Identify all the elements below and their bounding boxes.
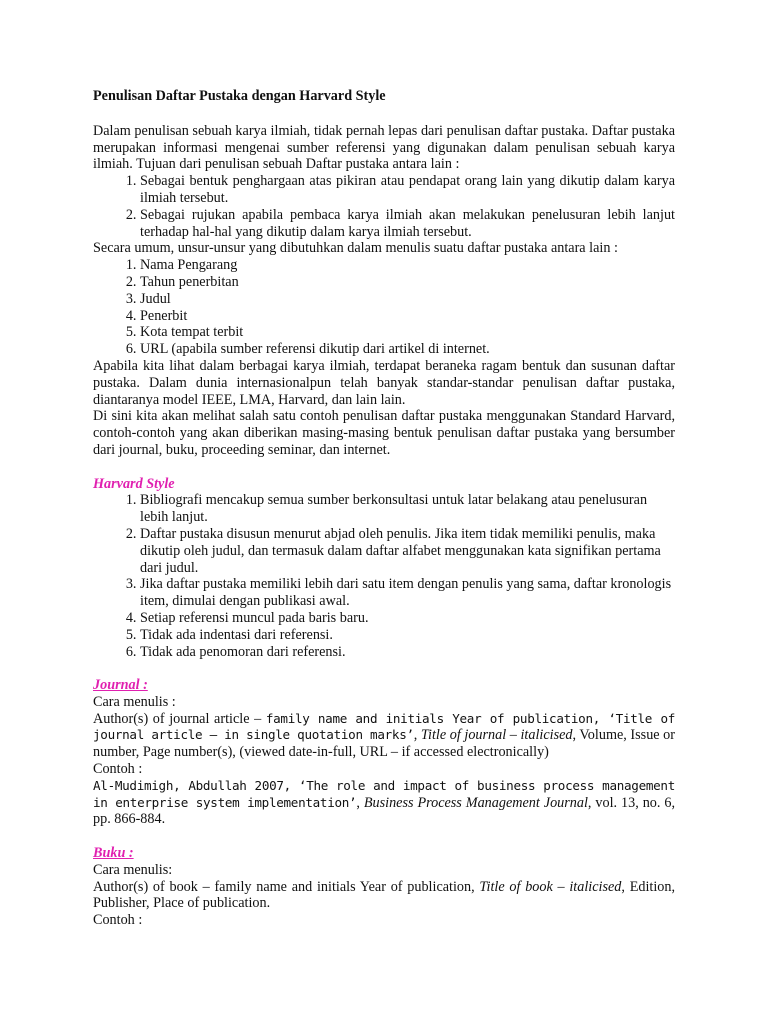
list-item: 4. Setiap referensi muncul pada baris baru.: [140, 610, 675, 627]
journal-example: [93, 778, 675, 828]
harvard-rules-list: [93, 492, 675, 660]
document-page: [93, 88, 675, 929]
journal-contoh-label: Contoh :: [93, 761, 143, 778]
journal-example-a: Al-Mudimigh, Abdullah 2007, ‘The role and impact of business process management in enterprise system implementation’: [93, 777, 675, 810]
journal-heading: Journal :: [93, 677, 148, 694]
elements-intro: Secara umum, unsur-unsur yang dibutuhkan dalam menulis suatu daftar pustaka antara lain :: [93, 240, 618, 257]
buku-format-b: Title of book – italicised: [479, 878, 622, 895]
paragraph-standards: Apabila kita lihat dalam berbagai karya ilmiah, terdapat beraneka ragam bentuk dan susunan daftar pustaka. Dalam dunia internasionalpun telah banyak standar-standar penulisan daftar pustaka, diantaranya model IEEE, LMA, Harvard, dan lain lain.: [93, 357, 675, 408]
list-item: 3. Judul: [140, 291, 675, 308]
buku-contoh-label: Contoh :: [93, 912, 143, 929]
journal-example-d: , vol. 13, no. 6, pp. 866-884.: [93, 794, 676, 828]
intro-paragraph: Dalam penulisan sebuah karya ilmiah, tidak pernah lepas dari penulisan daftar pustaka. Daftar pustaka merupakan informasi mengenai sumber referensi yang digunakan dalam penulisan sebuah karya ilmiah. Tujuan dari penulisan sebuah Daftar pustaka antara lain :: [93, 122, 675, 173]
buku-format: [93, 879, 675, 913]
buku-heading: Buku :: [93, 845, 134, 862]
journal-example-c: Business Process Management Journal: [363, 794, 588, 811]
list-item: 3. Jika daftar pustaka memiliki lebih dari satu item dengan penulis yang sama, daftar kronologis item, dimulai dengan publikasi awal.: [140, 576, 675, 610]
paragraph-harvard-intro: Di sini kita akan melihat salah satu contoh penulisan daftar pustaka menggunakan Standard Harvard, contoh-contoh yang akan diberikan masing-masing bentuk penulisan daftar pustaka yang bersumber dari journal, buku, proceeding seminar, dan internet.: [93, 408, 675, 458]
list-item: 5. Tidak ada indentasi dari referensi.: [140, 627, 675, 644]
journal-format-d: Title of journal – italicised: [420, 727, 573, 744]
journal-example-b: ,: [356, 794, 364, 811]
page-title: Penulisan Daftar Pustaka dengan Harvard Style: [93, 88, 386, 104]
list-item: 1. Nama Pengarang: [140, 257, 675, 274]
journal-format-c: ,: [413, 727, 421, 744]
list-item: 5. Kota tempat terbit: [140, 324, 675, 341]
journal-format-e: , Volume, Issue or number, Page number(s), (viewed date-in-full, URL – if accessed electronically): [93, 727, 676, 761]
list-item: 2. Sebagai rujukan apabila pembaca karya ilmiah akan melakukan penelusuran lebih lanjut terhadap hal-hal yang dikutip dalam karya ilmiah tersebut.: [140, 207, 675, 241]
buku-format-c: , Edition, Publisher, Place of publication.: [93, 878, 676, 912]
goals-list: [93, 173, 675, 240]
list-item: 6. Tidak ada penomoran dari referensi.: [140, 644, 675, 661]
list-item: 1. Sebagai bentuk penghargaan atas pikiran atau pendapat orang lain yang dikutip dalam karya ilmiah tersebut.: [140, 173, 675, 207]
harvard-style-heading: Harvard Style: [93, 475, 175, 492]
buku-format-a: Author(s) of book – family name and initials Year of publication,: [93, 878, 480, 895]
list-item: 4. Penerbit: [140, 308, 675, 325]
spacer: [93, 459, 675, 476]
buku-cara-label: Cara menulis:: [93, 861, 173, 878]
list-item: 2. Daftar pustaka disusun menurut abjad oleh penulis. Jika item tidak memiliki penulis, maka dikutip oleh judul, dan termasuk dalam daftar alfabet menggunakan kata signifikan pertama dari judul.: [140, 526, 675, 576]
spacer: [93, 660, 675, 677]
spacer: [93, 828, 675, 845]
list-item: 1. Bibliografi mencakup semua sumber berkonsultasi untuk latar belakang atau penelusuran lebih lanjut.: [140, 492, 675, 526]
journal-format: [93, 711, 675, 761]
elements-list: [93, 257, 675, 358]
list-item: 2. Tahun penerbitan: [140, 274, 675, 291]
list-item: 6. URL (apabila sumber referensi dikutip dari artikel di internet.: [140, 341, 675, 358]
journal-cara-label: Cara menulis :: [93, 693, 176, 710]
journal-format-b: family name and initials Year of publication, ‘Title of journal article – in single quotation marks’: [93, 710, 676, 743]
journal-format-a: Author(s) of journal article –: [93, 710, 266, 727]
